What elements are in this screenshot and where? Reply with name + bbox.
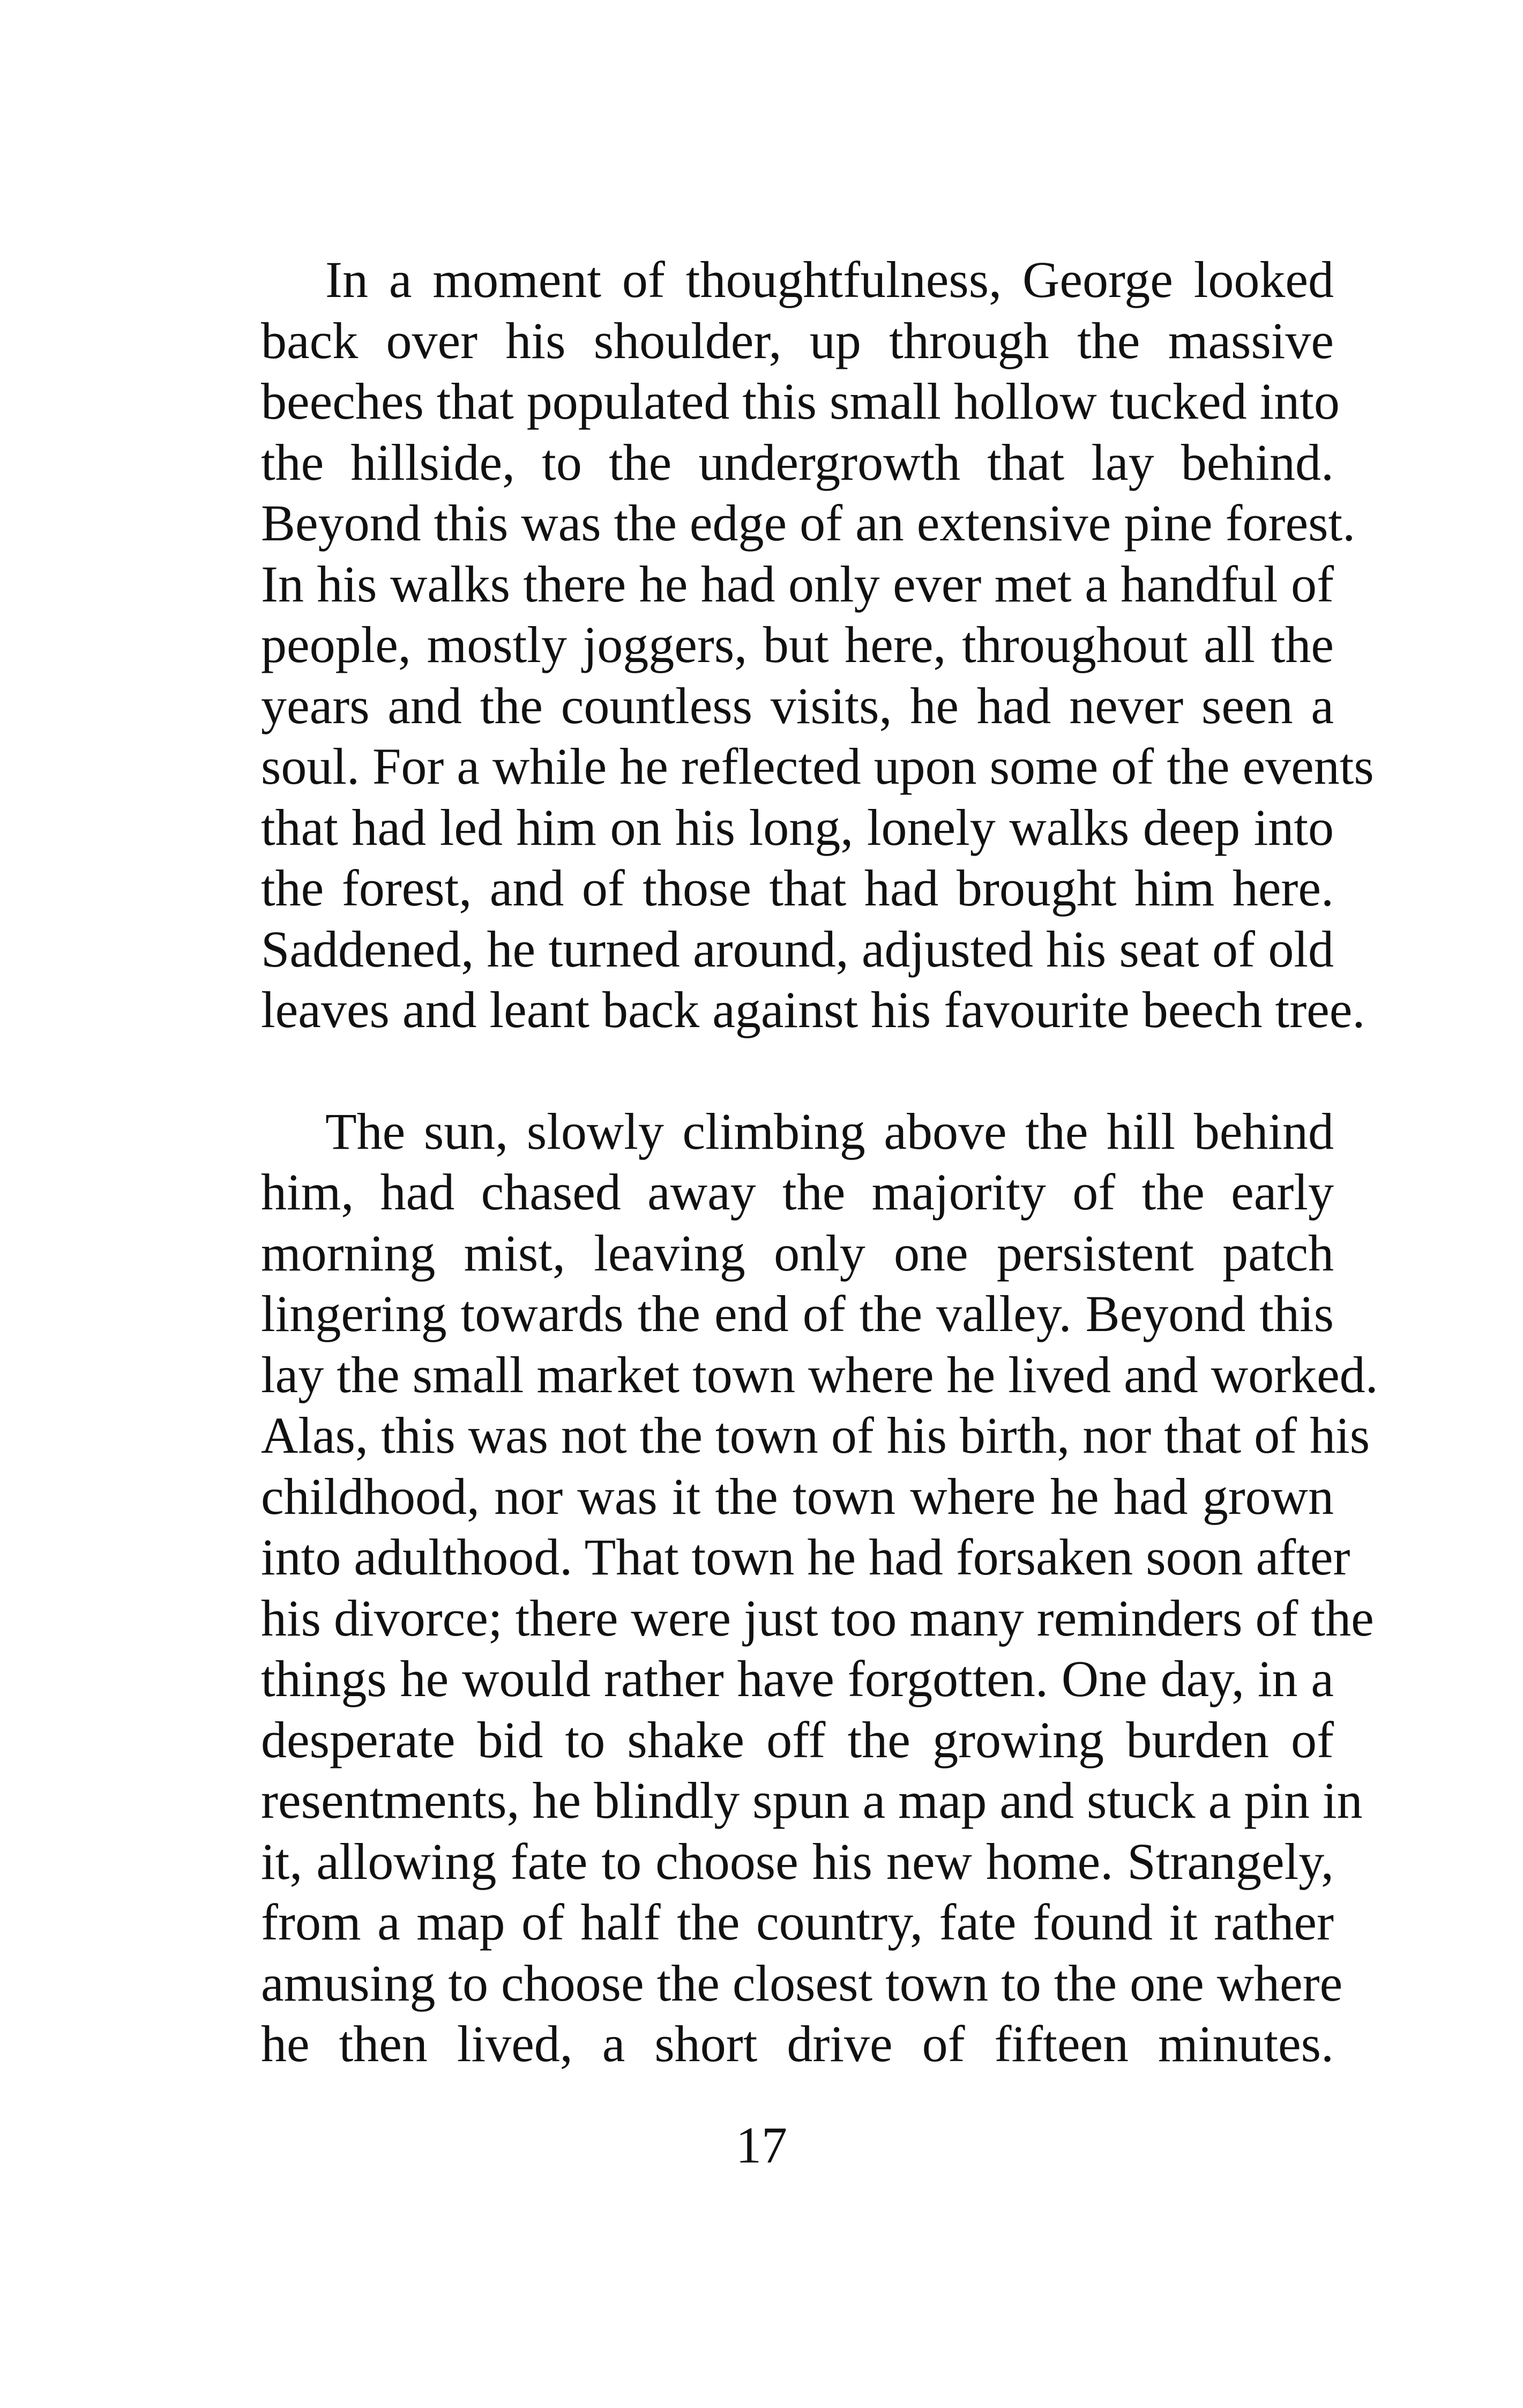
- text-line: that had led him on his long, lonely walks deep into: [261, 798, 1334, 856]
- text-line: things he would rather have forgotten. One day, in a: [261, 1650, 1334, 1707]
- text-line: Saddened, he turned around, adjusted his seat of old: [261, 920, 1334, 978]
- text-line: back over his shoulder, up through the massive: [261, 311, 1334, 369]
- paragraph-2: [197, 1101, 1378, 2075]
- text-line: The sun, slowly climbing above the hill behind: [325, 1102, 1334, 1160]
- text-line: from a map of half the country, fate found it rather: [261, 1893, 1334, 1951]
- text-line: he then lived, a short drive of fifteen minutes.: [261, 2015, 1334, 2072]
- text-line: his divorce; there were just too many reminders of the: [261, 1589, 1374, 1647]
- text-line: soul. For a while he reflected upon some of the events: [261, 738, 1374, 795]
- text-line: desperate bid to shake off the growing burden of: [261, 1711, 1334, 1768]
- text-line: lay the small market town where he lived and worked.: [261, 1346, 1378, 1403]
- text-line: people, mostly joggers, but here, throughout all the: [261, 616, 1334, 673]
- paragraph-1: [197, 249, 1374, 1041]
- text-line: resentments, he blindly spun a map and stuck a pin in: [261, 1772, 1363, 1829]
- text-line: childhood, nor was it the town where he had grown: [261, 1467, 1334, 1525]
- text-line: morning mist, leaving only one persistent patch: [261, 1224, 1334, 1282]
- body-text: [197, 249, 1378, 2075]
- text-line: amusing to choose the closest town to the one where: [261, 1954, 1343, 2012]
- text-line: the hillside, to the undergrowth that lay behind.: [261, 433, 1334, 491]
- text-line: In a moment of thoughtfulness, George looked: [325, 251, 1334, 308]
- text-line: the forest, and of those that had brought him here.: [261, 859, 1334, 917]
- text-line: Alas, this was not the town of his birth, nor that of his: [261, 1407, 1370, 1464]
- text-line: him, had chased away the majority of the early: [261, 1163, 1334, 1221]
- text-line: lingering towards the end of the valley. Beyond this: [261, 1285, 1334, 1342]
- text-line: Beyond this was the edge of an extensive pine forest.: [261, 494, 1356, 552]
- text-line: years and the countless visits, he had never seen a: [261, 677, 1334, 734]
- text-line: leaves and leant back against his favourite beech tree.: [261, 981, 1365, 1038]
- text-line: In his walks there he had only ever met a handful of: [261, 555, 1334, 613]
- page-number: 17: [736, 2116, 787, 2174]
- text-line: beeches that populated this small hollow tucked into: [261, 373, 1340, 430]
- text-line: into adulthood. That town he had forsaken soon after: [261, 1528, 1350, 1586]
- text-line: it, allowing fate to choose his new home. Strangely,: [261, 1832, 1334, 1890]
